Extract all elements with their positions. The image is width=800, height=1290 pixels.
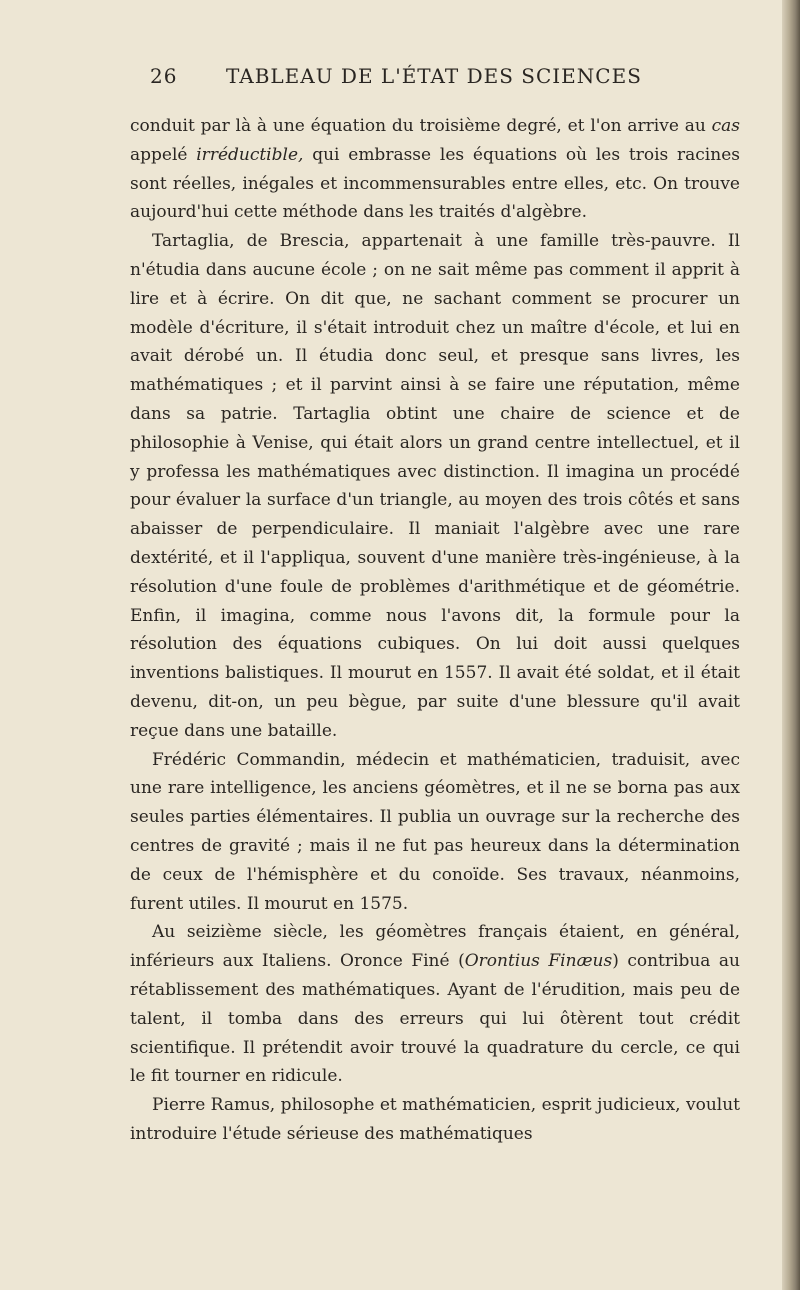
paragraph-3: Frédéric Commandin, médecin et mathématicien, traduisit, avec une rare intelligence, les anciens géomètres, et il ne se borna pas aux seules parties élémentaires. Il publia un ouvrage sur la recherche des centres de gravité ; mais il ne fut pas heureux dans la détermination de ceux de l'hémisphère et du conoïde. Ses travaux, néanmoins, furent utiles. Il mourut en 1575. bbox=[130, 749, 740, 914]
p1-text-b: appelé bbox=[130, 144, 197, 165]
running-title: TABLEAU DE L'ÉTAT DES SCIENCES bbox=[226, 64, 642, 88]
p1-italic-a: cas bbox=[711, 116, 740, 136]
p4-text-a: Au seizième siècle, les géomètres français étaient, en général, inférieurs aux Italiens. Oronce Finé ( bbox=[130, 922, 740, 972]
paragraph-2: Tartaglia, de Brescia, appartenait à une famille très-pauvre. Il n'étudia dans aucune école ; on ne sait même pas comment il apprit à lire et à écrire. On dit que, ne sachant comment se procurer un modèle d'écriture, il s'était introduit chez un maître d'école, et lui en avait dérobé un. Il étudia donc seul, et presque sans livres, les mathématiques ; et il parvint ainsi à se faire une réputation, même dans sa patrie. Tartaglia obtint une chaire de science et de philosophie à Venise, qui était alors un grand centre intellectuel, et il y professa les mathématiques avec distinction. Il imagina un procédé pour évaluer la surface d'un triangle, au moyen des trois côtés et sans abaisser de perpendiculaire. Il maniait l'algèbre avec une rare dextérité, et il l'appliqua, souvent d'une manière très-ingénieuse, à la résolution d'une foule de problèmes d'arithmétique et de géométrie. Enfin, il imagina, comme nous l'avons dit, la formule pour la résolution des équations cubiques. On lui doit aussi quelques inventions balistiques. Il mourut en 1557. Il avait été soldat, et il était devenu, dit-on, un peu bègue, par suite d'une blessure qu'il avait reçue dans une bataille. bbox=[130, 231, 740, 741]
page-number: 26 bbox=[150, 64, 178, 88]
p1-text-a: conduit par là à une équation du troisième degré, et l'on arrive au bbox=[130, 116, 712, 136]
p4-italic-a: Orontius Finæus bbox=[464, 951, 613, 972]
p1-italic-b: irréductible, bbox=[196, 144, 304, 165]
running-header bbox=[150, 64, 750, 96]
paragraph-5: Pierre Ramus, philosophe et mathématicien, esprit judicieux, voulut introduire l'étude sérieuse des mathématiques bbox=[130, 1095, 740, 1144]
p1-text-c: qui embrasse les équations où les trois racines sont réelles, inégales et incommensurables entre elles, etc. On trouve aujourd'hui cette méthode dans les traités d'algèbre. bbox=[130, 144, 740, 223]
body-text bbox=[130, 112, 740, 1149]
paragraph-1 bbox=[130, 112, 740, 227]
p4-text-b: ) contribua au rétablissement des mathématiques. Ayant de l'érudition, mais peu de talent, il tomba dans des erreurs qui lui ôtèrent tout crédit scientifique. Il prétendit avoir trouvé la quadrature du cercle, ce qui le fit tourner en ridicule. bbox=[130, 951, 740, 1087]
page-edge bbox=[782, 0, 800, 1290]
paragraph-4 bbox=[130, 918, 740, 1091]
